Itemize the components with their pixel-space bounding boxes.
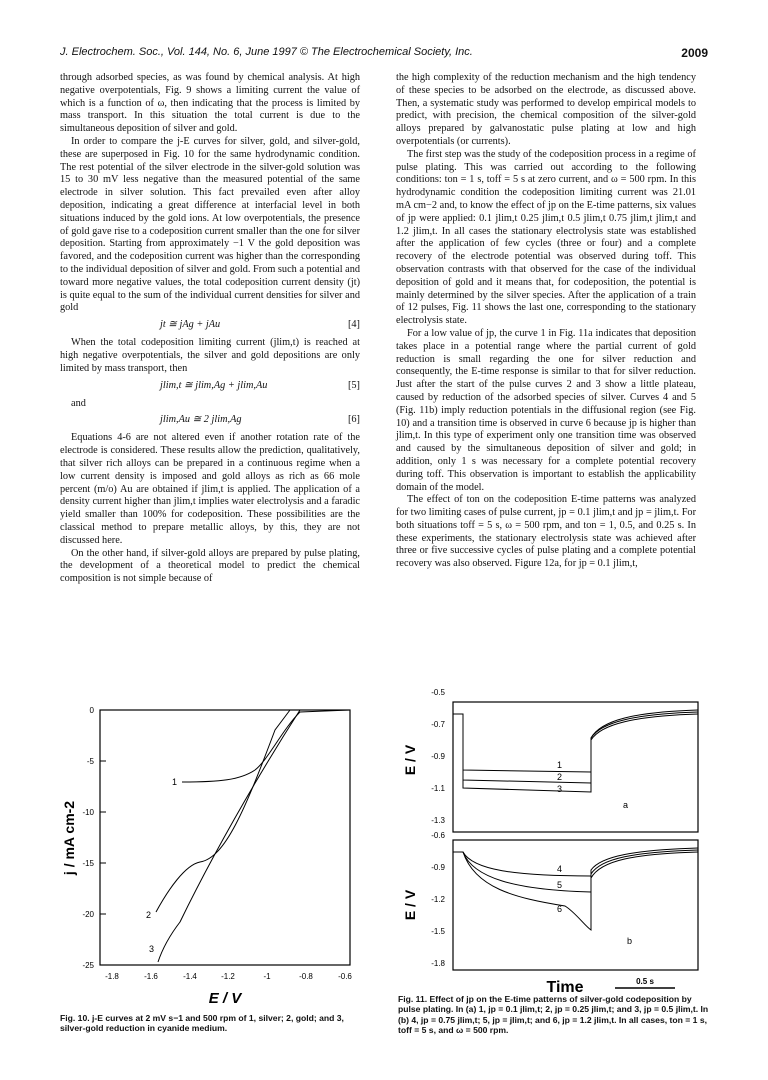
running-header [60, 46, 708, 62]
y-tick-label: -1.1 [431, 784, 445, 793]
y-tick-label: -0.9 [431, 863, 445, 872]
page-number: 2009 [681, 46, 708, 60]
equation-5 [60, 376, 360, 398]
y-axis-label: E / V [402, 889, 418, 921]
equation-4 [60, 315, 360, 337]
y-ticks [82, 706, 106, 970]
x-tick-label: -1.2 [221, 972, 235, 981]
x-tick-label: -0.6 [338, 972, 352, 981]
curve-label: 1 [557, 760, 563, 770]
y-tick-label: -15 [82, 859, 94, 868]
curve-1-silver [182, 710, 350, 782]
figure-11-caption: Fig. 11. Effect of jp on the E-time patterns of silver-gold codeposition by pulse plating. In (a) 1, jp = 0.1 jlim,t; 2, jp = 0.25 jlim,t; and 3, jp = 0.5 jlim,t. In (b) 4, jp = 0.75 jlim,t; 5, jp = jlim,t; and 6, jp = 1.2 jlim,t. In all cases, ton = 1 s, toff = 5 s, and ω = 500 rpm. [398, 994, 709, 1036]
plot-frame [100, 710, 350, 965]
x-ticks [105, 972, 352, 981]
scale-label: 0.5 s [636, 977, 654, 986]
x-tick-label: -1 [263, 972, 271, 981]
journal-citation: J. Electrochem. Soc., Vol. 144, No. 6, June 1997 © The Electrochemical Society, Inc. [60, 46, 473, 58]
curve-label: 3 [557, 784, 563, 794]
y-tick-label: 0 [89, 706, 94, 715]
paragraph: through adsorbed species, as was found by chemical analysis. At high negative overpotentials, Fig. 9 shows a limiting current the value of which is a function of ω, then indicating that the process is limited by mass transport. In this situation the total current is due to the simultaneous deposition of silver and gold. [60, 72, 360, 135]
panel-label: b [627, 936, 633, 946]
figure-10 [50, 690, 370, 1030]
left-column [60, 72, 360, 586]
paragraph: On the other hand, if silver-gold alloys are prepared by pulse plating, the development of a theoretical model to predict the chemical composition is not simple because of [60, 547, 360, 585]
y-tick-label: -0.9 [431, 752, 445, 761]
curve-label: 3 [149, 944, 155, 954]
paragraph: The first step was the study of the codeposition process in a regime of pulse plating. This was carried out according to the following conditions: ton = 1 s, toff = 5 s at zero current, and ω = 500 rpm. In this hydrodynamic condition the codeposition limiting current was 21.01 mA cm−2 and, to know the effect of jp on the E-time patterns, six values of jp were applied: 0.1 jlim,t 0.25 jlim,t 0.5 jlim,t 0.75 jlim,t jlim,t and 1.2 jlim,t. In all cases the stationary electrolysis state was established after the application of few cycles (three or four) and a complete recovery of the electrode potential was observed during toff. This observation contrasts with that observed for the case of the individual deposition of gold and it means that, for codeposition, the potential is mainly determined by the silver species. After the application of a train of 12 pulses, Fig. 11 shows the last one, corresponding to the stationary electrolysis state. [396, 148, 696, 327]
x-tick-label: -1.6 [144, 972, 158, 981]
curve-label: 4 [557, 864, 563, 874]
y-tick-label: -20 [82, 910, 94, 919]
curve-label: 6 [557, 904, 563, 914]
y-tick-label: -10 [82, 808, 94, 817]
y-tick-label: -1.8 [431, 959, 445, 968]
x-tick-label: -1.8 [105, 972, 119, 981]
paragraph: the high complexity of the reduction mechanism and the high tendency of these species to be adsorbed on the electrode, as discussed above. Then, a systematic study was performed to develop empirical models to predict, with precision, the chemical composition of the silver-gold alloys prepared by galvanostatic pulse plating at low and high overpotentials (or currents). [396, 72, 696, 147]
y-tick-label: -5 [86, 757, 94, 766]
paragraph: In order to compare the j-E curves for silver, gold, and silver-gold, these are superposed in Fig. 10 for the same hydrodynamic condition. The rest potential of the silver electrode in the silver-gold solution was 15 to 30 mV less negative than the measured potential of the same electrode in silver solution. This fact prevailed even after alloy deposition, indicating a great difference at interfacial level in both situations induced by the gold ions. At low overpotentials, the presence of gold gave rise to a codeposition current smaller than the one for silver deposition. Starting from approximately −1 V the gold deposition was favored, and the codeposition current was higher than the corresponding to the individual deposition of silver and gold. From such a potential and toward more negative values, the total codeposition current density (jt) is quite equal to the sum of the individual current densities for silver and gold [60, 135, 360, 314]
y-tick-label: -0.7 [431, 720, 445, 729]
equation-formula: jlim,t ≅ jlim,Ag + jlim,Au [160, 379, 268, 391]
y-axis-label: j / mA cm-2 [61, 800, 77, 876]
curve-2 [453, 712, 698, 783]
equation-formula: jt ≅ jAg + jAu [160, 319, 221, 331]
y-tick-label: -0.6 [431, 831, 445, 840]
paragraph: For a low value of jp, the curve 1 in Fig. 11a indicates that deposition takes place in a potential range where the partial current of gold reduction is small regarding the one for silver reduction and consequently, the E-time response is similar to that for silver reduction. Just after the start of the pulse curves 2 and 3 show a little plateau, caused by reduction of the adsorbed species of silver. Curves 4 and 5 (Fig. 11b) imply reduction potentials in the diffusional region (see Fig. 10) and a transition time is observed in curve 6 because jp is higher than jlim,t. In this type of experiment only one transition time was observed and caused by the simultaneous deposition of silver and gold; in addition, only 1 s was necessary for a complete potential recovery during toff. This observation is important to establish the applicability domain of the model. [396, 327, 696, 493]
equation-number: [6] [347, 414, 360, 426]
y-axis-label: E / V [402, 744, 418, 776]
curve-label: 1 [172, 777, 178, 787]
curve-label: 2 [557, 772, 563, 782]
panel-b [402, 831, 698, 970]
figure-11 [395, 680, 715, 1030]
equation-number: [4] [347, 319, 360, 331]
equation-number: [5] [347, 379, 360, 391]
curve-2-gold [156, 710, 290, 912]
y-tick-label: -0.5 [431, 688, 445, 697]
equation-formula: jlim,Au ≅ 2 jlim,Ag [160, 414, 242, 426]
x-axis-label: E / V [208, 990, 242, 1007]
curve-1 [453, 710, 698, 772]
panel-a [402, 688, 698, 832]
paragraph: Equations 4-6 are not altered even if another rotation rate of the electrode is considered. These results allow the prediction, qualitatively, that silver rich alloys can be prepared in a continuous regime when a low current density is imposed and gold alloys as rich as 66 mole percent (m/o) Au are obtained if jlim,t is applied. The application of a density current higher than jlim,t implies water electrolysis and a faradic yield smaller than 100% for codeposition. These possibilities are the classical method to prepare metallic alloys, by this, they are not discussed here. [60, 432, 360, 546]
curve-label: 2 [146, 910, 152, 920]
x-axis-label: Time [546, 979, 584, 996]
y-tick-label: -1.3 [431, 816, 445, 825]
equation-6 [60, 410, 360, 432]
y-tick-label: -1.5 [431, 927, 445, 936]
paragraph: When the total codeposition limiting current (jlim,t) is reached at high negative overpotentials, the silver and gold depositions are only limited by mass transport, then [60, 337, 360, 374]
panel-label: a [623, 800, 629, 810]
connector-word: and [71, 397, 86, 409]
y-tick-label: -1.2 [431, 895, 445, 904]
curve-5 [453, 850, 698, 892]
curve-label: 5 [557, 880, 563, 890]
x-tick-label: -0.8 [299, 972, 313, 981]
paragraph: The effect of ton on the codeposition E-time patterns was analyzed for two limiting cases of pulse current, jp = 0.1 jlim,t and jp = jlim,t. For both situations toff = 5 s, ω = 500 rpm, and ton = 1, 0.5, and 0.25 s. In these experiments, the stationary electrolysis state was achieved after three or five successive cycles of pulse plating and a complete potential recovery was also observed. Figure 12a, for jp = 0.1 jlim,t, [396, 494, 696, 570]
right-column [396, 72, 696, 571]
x-tick-label: -1.4 [183, 972, 197, 981]
y-tick-label: -25 [82, 961, 94, 970]
figure-10-caption: Fig. 10. j-E curves at 2 mV s−1 and 500 rpm of 1, silver; 2, gold; and 3, silver-gold reduction in cyanide medium. [60, 1013, 344, 1034]
